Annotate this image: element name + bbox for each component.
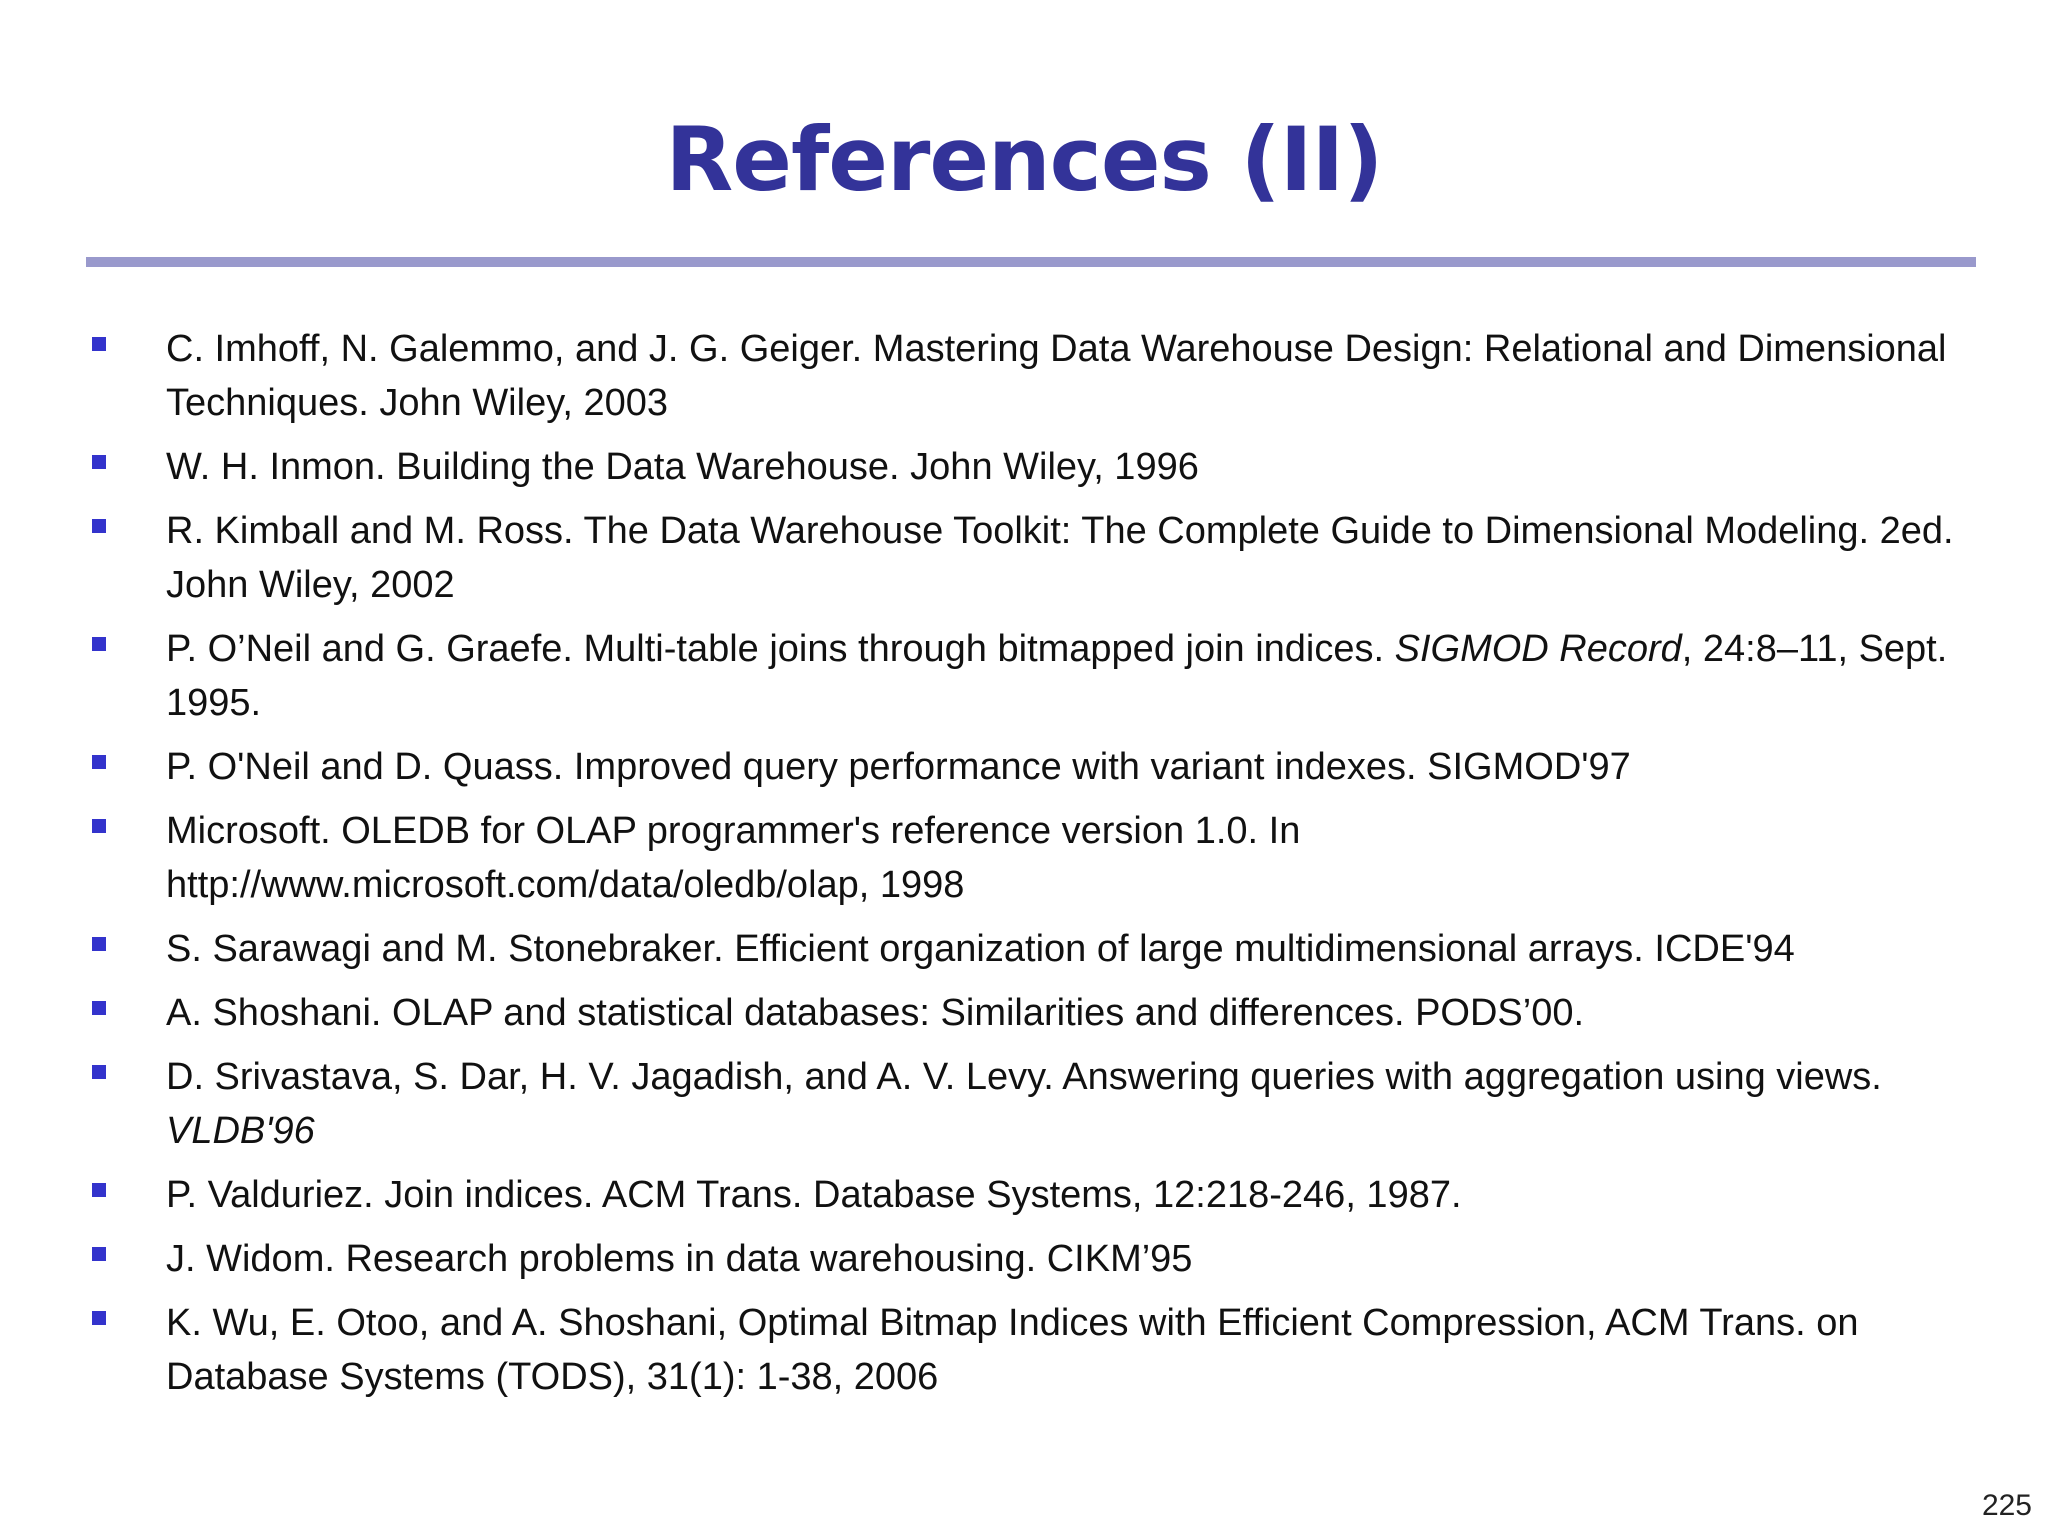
- list-item: [86, 804, 1976, 912]
- page-title: References (II): [665, 108, 1383, 211]
- list-item: [86, 922, 1976, 976]
- reference-text: W. H. Inmon. Building the Data Warehouse. John Wiley, 1996: [166, 446, 1199, 488]
- list-item: [86, 986, 1976, 1040]
- reference-list: [86, 322, 1976, 1414]
- reference-venue: SIGMOD Record: [1394, 628, 1682, 670]
- reference-text: A. Shoshani. OLAP and statistical databases: Similarities and differences. PODS’00.: [166, 992, 1585, 1034]
- list-item: [86, 440, 1976, 494]
- square-bullet-icon: [92, 819, 106, 833]
- square-bullet-icon: [92, 1247, 106, 1261]
- square-bullet-icon: [92, 1001, 106, 1015]
- reference-text: S. Sarawagi and M. Stonebraker. Efficient organization of large multidimensional arrays. ICDE'94: [166, 928, 1795, 970]
- reference-text: J. Widom. Research problems in data warehousing. CIKM’95: [166, 1238, 1193, 1280]
- square-bullet-icon: [92, 755, 106, 769]
- list-item: [86, 740, 1976, 794]
- list-item: [86, 1168, 1976, 1222]
- square-bullet-icon: [92, 1311, 106, 1325]
- page-number: 225: [1981, 1489, 2032, 1522]
- reference-text: Microsoft. OLEDB for OLAP programmer's reference version 1.0. In http://www.microsoft.com/data/oledb/olap, 1998: [166, 810, 1301, 906]
- list-item: [86, 622, 1976, 730]
- reference-text-start: D. Srivastava, S. Dar, H. V. Jagadish, and A. V. Levy. Answering queries with aggregation using views.: [166, 1056, 1882, 1098]
- list-item: [86, 1050, 1976, 1158]
- reference-text: P. O'Neil and D. Quass. Improved query performance with variant indexes. SIGMOD'97: [166, 746, 1631, 788]
- list-item: [86, 504, 1976, 612]
- square-bullet-icon: [92, 519, 106, 533]
- square-bullet-icon: [92, 637, 106, 651]
- reference-text-end: , 24:8–11, Sept. 1995.: [166, 628, 1948, 724]
- reference-text: K. Wu, E. Otoo, and A. Shoshani, Optimal Bitmap Indices with Efficient Compression, ACM Trans. on Database Systems (TODS), 31(1): 1-38, 2006: [166, 1302, 1859, 1398]
- square-bullet-icon: [92, 337, 106, 351]
- reference-text-start: P. O’Neil and G. Graefe. Multi-table joins through bitmapped join indices.: [166, 628, 1395, 670]
- reference-text: C. Imhoff, N. Galemmo, and J. G. Geiger. Mastering Data Warehouse Design: Relational and Dimensional Techniques. John Wiley, 2003: [166, 328, 1947, 424]
- square-bullet-icon: [92, 1183, 106, 1197]
- square-bullet-icon: [92, 937, 106, 951]
- reference-venue: VLDB'96: [166, 1110, 315, 1152]
- square-bullet-icon: [92, 1065, 106, 1079]
- square-bullet-icon: [92, 455, 106, 469]
- list-item: [86, 1232, 1976, 1286]
- reference-text: R. Kimball and M. Ross. The Data Warehouse Toolkit: The Complete Guide to Dimensional Modeling. 2ed. John Wiley, 2002: [166, 510, 1954, 606]
- list-item: [86, 1296, 1976, 1404]
- title-divider: [86, 257, 1976, 267]
- reference-text: P. Valduriez. Join indices. ACM Trans. Database Systems, 12:218-246, 1987.: [166, 1174, 1462, 1216]
- list-item: [86, 322, 1976, 430]
